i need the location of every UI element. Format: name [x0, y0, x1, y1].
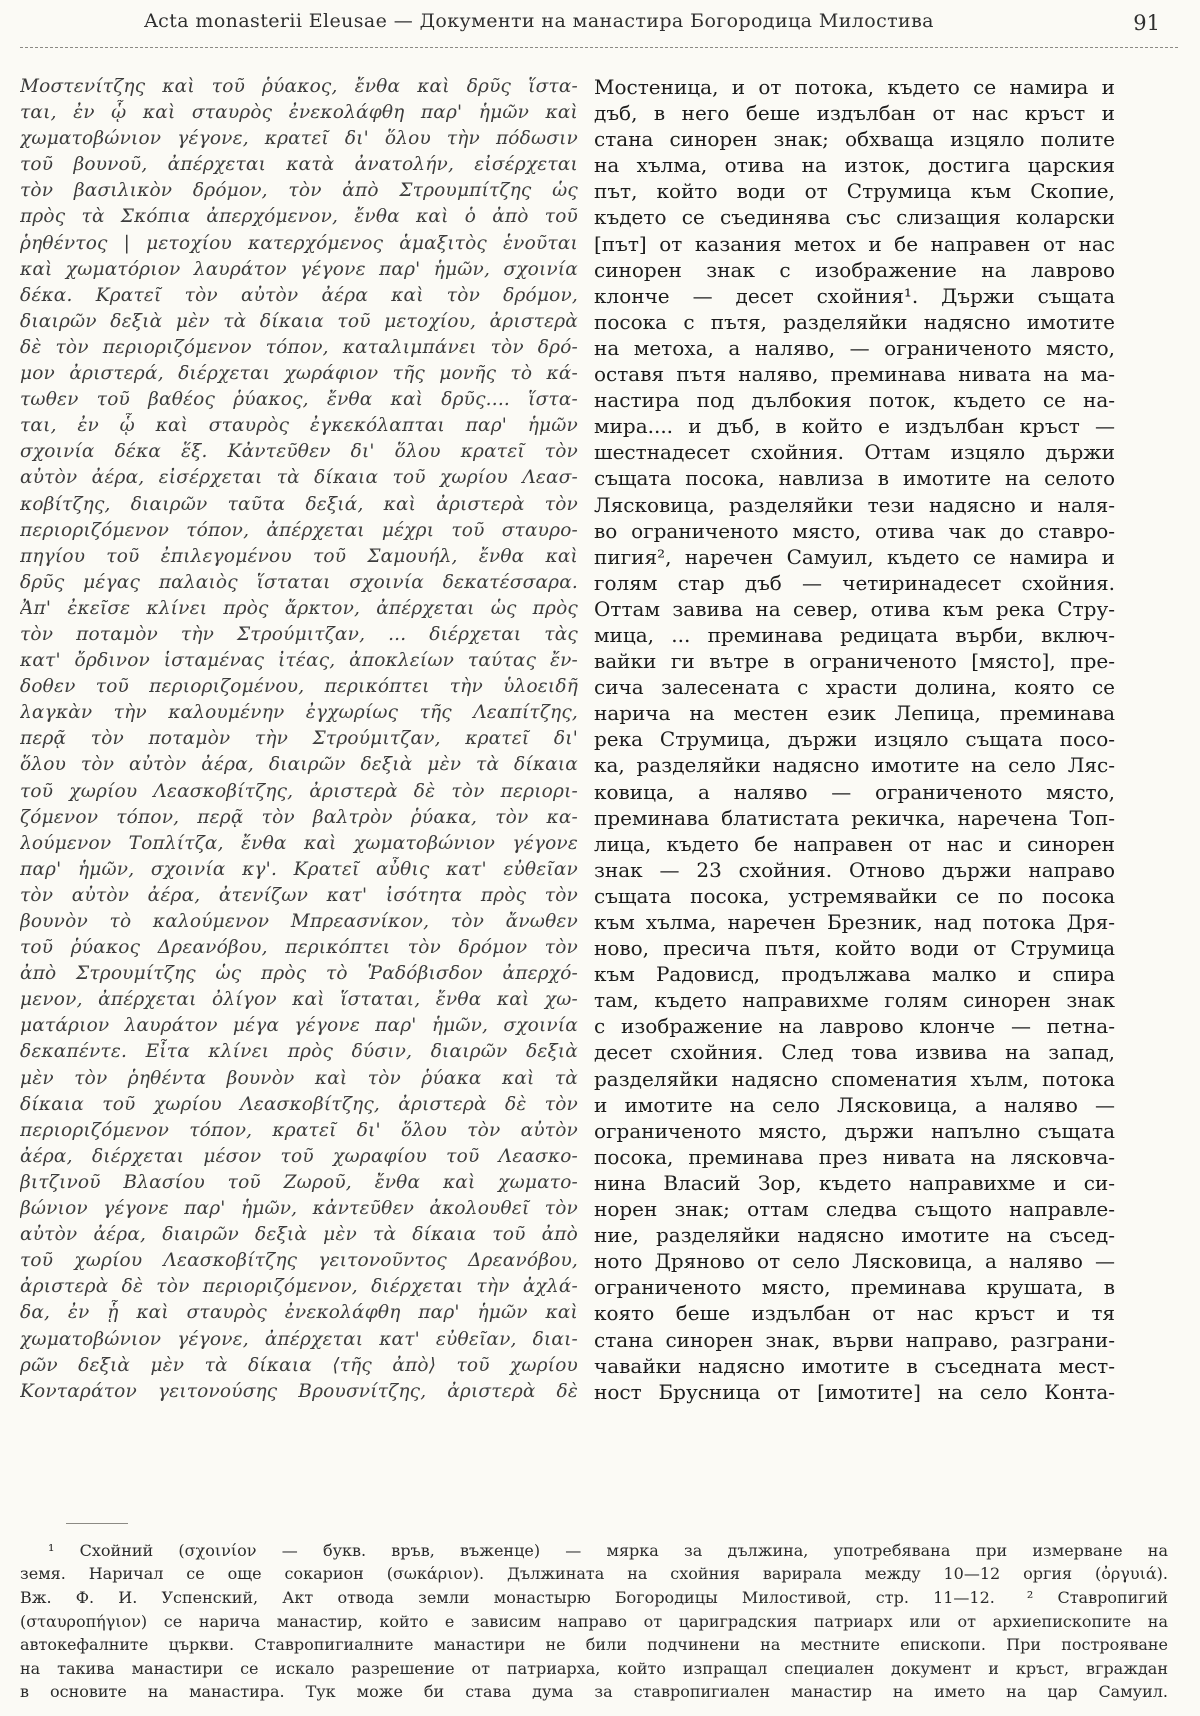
bulgarian-text-line: шестнадесет схойния. Оттам изцяло държи — [594, 440, 1115, 465]
bulgarian-text-line: там, където направихме голям синорен знак — [594, 988, 1115, 1013]
greek-text-line: παρ' ἡμῶν, σχοινία κγ'. Κρατεῖ αὖθις κατ' εὐθεῖαν — [20, 858, 578, 880]
bulgarian-text-line: ност Брусница от [имотите] на село Конта- — [594, 1379, 1115, 1404]
greek-text-line: κοβίτζης, διαιρῶν ταῦτα δεξιά, καὶ ἀριστερὰ τὸν — [20, 493, 578, 515]
bulgarian-text-line: дъб, в него беше издълбан от нас кръст и — [594, 101, 1115, 126]
greek-text-line: χωματοβώνιον γέγονε, ἀπέρχεται κατ' εὐθεῖαν, διαι- — [20, 1328, 578, 1350]
footnote-line: автокефалните църкви. Ставропигиалните манастири не били подчинени на местните епископи. При построяване — [20, 1635, 1168, 1655]
header-rule — [20, 47, 1178, 48]
greek-text-line: ται, ἐν ᾧ καὶ σταυρὸς ἐνεκολάφθη παρ' ἡμῶν καὶ — [20, 102, 578, 124]
greek-text-line: ρῶν δεξιὰ μὲν τὰ δίκαια ⟨τῆς ἀπὸ⟩ τοῦ χωρίου — [20, 1354, 578, 1376]
bulgarian-text-line: лица, където бе направен от нас и синорен — [594, 831, 1115, 856]
greek-text-line: ῥηθέντος | μετοχίου κατερχόμενος ἁμαξιτὸς ἑνοῦται — [20, 232, 578, 254]
bulgarian-text-line: настира под дълбокия поток, където се на- — [594, 388, 1115, 413]
bulgarian-text-line: вайки ги вътре в ограниченото [място], пре- — [594, 649, 1115, 674]
bulgarian-text-line: ограниченото място, държи напълно същата — [594, 1118, 1115, 1143]
bulgarian-text-line: ние, разделяйки надясно имотите на съсед- — [594, 1223, 1115, 1248]
bulgarian-text-line: стана синорен знак; обхваща изцяло полите — [594, 127, 1115, 152]
footnote-line: Вж. Ф. И. Успенский, Акт отвода земли монастырю Богородицы Милостивой, стр. 11—12. ² Ставропигий — [20, 1587, 1168, 1607]
bulgarian-text-line: път, който води от Струмица към Скопие, — [594, 179, 1115, 204]
bulgarian-text-line: клонче — десет схойния¹. Държи същата — [594, 283, 1115, 308]
bulgarian-text-line: чавайки надясно имотите в съседната мест- — [594, 1353, 1115, 1378]
bulgarian-text-line: сича залесената с храсти долина, която се — [594, 675, 1115, 700]
bulgarian-text-line: мира.... и дъб, в който е издълбан кръст — — [594, 414, 1115, 439]
greek-text-line: κατ' ὄρδινον ἱσταμένας ἰτέας, ἀποκλείων ταύτας ἔν- — [20, 650, 578, 672]
greek-text-line: δεκαπέντε. Εἶτα κλίνει πρὸς δύσιν, διαιρῶν δεξιὰ — [20, 1041, 578, 1063]
bulgarian-text-line: знак — 23 схойния. Отново държи направо — [594, 857, 1115, 882]
greek-text-line: πηγίου τοῦ ἐπιλεγομένου τοῦ Σαμουήλ, ἔνθα καὶ — [20, 545, 578, 567]
greek-text-line: ὅλου τὸν αὐτὸν ἀέρα, διαιρῶν δεξιὰ μὲν τὰ δίκαια — [20, 754, 578, 776]
bulgarian-text-line: река Струмица, държи изцяло същата посо- — [594, 727, 1115, 752]
bulgarian-text-line: ограниченото място, преминава крушата, в — [594, 1275, 1115, 1300]
greek-text-line: τὸν βασιλικὸν δρόμον, τὸν ἀπὸ Στρουμπίτζης ὡς — [20, 180, 578, 202]
greek-text-line: ματάριον λαυράτον μέγα γέγονε παρ' ἡμῶν, σχοινία — [20, 1015, 578, 1037]
bulgarian-text-line: ка, разделяйки надясно имотите на село Ляс- — [594, 753, 1115, 778]
bulgarian-text-line: същата посока, устремявайки се по посока — [594, 883, 1115, 908]
bulgarian-text-line: во ограниченото място, отива чак до ставро- — [594, 518, 1115, 543]
bulgarian-text-line: посока с пътя, разделяйки надясно имотите — [594, 309, 1115, 334]
bulgarian-text-line: към Радовисд, продължава малко и спира — [594, 962, 1115, 987]
greek-text-line: μὲν τὸν ῥηθέντα βουνὸν καὶ τὸν ῥύακα καὶ τὰ — [20, 1067, 578, 1089]
greek-text-line: καὶ χωματόριον λαυράτον γέγονε παρ' ἡμῶν, σχοινία — [20, 258, 578, 280]
greek-text-line: τωθεν τοῦ βαθέος ῥύακος, ἔνθα καὶ δρῦς.... ἵστα- — [20, 389, 578, 411]
bulgarian-text-line: на метоха, а наляво, — ограниченото място, — [594, 335, 1115, 360]
greek-text-line: ἀριστερὰ δὲ τὸν περιοριζόμενον, διέρχεται τὴν ἀχλά- — [20, 1276, 578, 1298]
bulgarian-text-line: нина Власий Зор, където направихме и си- — [594, 1170, 1115, 1195]
greek-text-line: λούμενον Τοπλίτζα, ἔνθα καὶ χωματοβώνιον γέγονε — [20, 832, 578, 854]
greek-text-line: Μοστενίτζης καὶ τοῦ ῥύακος, ἔνθα καὶ δρῦς ἵστα- — [20, 76, 578, 97]
greek-text-line: λαγκὰν τὴν καλουμένην ἐγχωρίως τῆς Λεαπίτζης, — [20, 702, 578, 724]
greek-text-line: τοῦ χωρίου Λεασκοβίτζης, ἀριστερὰ δὲ τὸν περιορι- — [20, 780, 578, 802]
bulgarian-text-line: Лясковица, разделяйки тези надясно и наля- — [594, 492, 1115, 517]
bulgarian-text-line: мица, ... преминава редицата върби, включ- — [594, 622, 1115, 647]
greek-text-line: μενον, ἀπέρχεται ὀλίγον καὶ ἵσταται, ἔνθα καὶ χω- — [20, 989, 578, 1011]
bulgarian-text-column — [594, 74, 1115, 1405]
bulgarian-text-line: ново, пресича пътя, който води от Струмица — [594, 936, 1115, 961]
bulgarian-text-line: преминава блатистата рекичка, наречена Топ- — [594, 805, 1115, 830]
greek-text-line: δέκα. Κρατεῖ τὸν αὐτὸν ἀέρα καὶ τὸν δρόμον, — [20, 284, 578, 306]
page-title: Acta monasterii Eleusae — Документи на манастира Богородица Милостива — [144, 10, 934, 32]
greek-text-line: Ἀπ' ἐκεῖσε κλίνει πρὸς ἄρκτον, ἀπέρχεται ὡς πρὸς — [20, 597, 578, 619]
footnote-line: на такива манастири се искало разрешение от патриарха, който изпращал специален документ и кръст, вграждан — [20, 1658, 1168, 1678]
greek-text-line: χωματοβώνιον γέγονε, κρατεῖ δι' ὅλου τὴν πόδωσιν — [20, 128, 578, 150]
bulgarian-text-line: норен знак; оттам следва същото направле- — [594, 1197, 1115, 1222]
greek-text-line: δὲ τὸν περιοριζόμενον τόπον, καταλιμπάνει τὸν δρό- — [20, 336, 578, 358]
bulgarian-text-line: на хълма, отива на изток, достига царския — [594, 153, 1115, 178]
bulgarian-text-line: която беше издълбан от нас кръст и тя — [594, 1301, 1115, 1326]
bulgarian-text-line: [път] от казания метох и бе направен от нас — [594, 231, 1115, 256]
greek-text-line: τοῦ ῥύακος Δρεανόβου, περικόπτει τὸν δρόμον τὸν — [20, 937, 578, 959]
greek-text-line: μον ἀριστερά, διέρχεται χωράφιον τῆς μονῆς τὸ κά- — [20, 363, 578, 385]
bulgarian-text-line: и имотите на село Лясковица, а наляво — — [594, 1092, 1115, 1117]
greek-text-line: πρὸς τὰ Σκόπια ἀπερχόμενον, ἔνθα καὶ ὁ ἀπὸ τοῦ — [20, 206, 578, 228]
footnote-line: в основите на манастира. Тук може би става дума за ставропигиален манастир на името на цар Самуил. — [20, 1682, 1168, 1702]
greek-text-line: δρῦς μέγας παλαιὸς ἵσταται σχοινία δεκατέσσαρα. — [20, 571, 578, 593]
greek-text-line: τοῦ βουνοῦ, ἀπέρχεται κατὰ ἀνατολήν, εἰσέρχεται — [20, 154, 578, 176]
footnote-line: земя. Наричал се още сокарион (σωκάριον). Дължината на схойния варирала между 10—12 оргия (ὀργυιά). — [20, 1564, 1168, 1584]
greek-text-line: διαιρῶν δεξιὰ μὲν τὰ δίκαια τοῦ μετοχίου, ἀριστερὰ — [20, 310, 578, 332]
greek-text-line: δίκαια τοῦ χωρίου Λεασκοβίτζης, ἀριστερὰ δὲ τὸν — [20, 1093, 578, 1115]
greek-text-line: αὐτὸν ἀέρα, εἰσέρχεται τὰ δίκαια τοῦ χωρίου Λεασ- — [20, 467, 578, 489]
greek-text-line: περιοριζόμενον τόπον, ἀπέρχεται μέχρι τοῦ σταυρο- — [20, 519, 578, 541]
greek-text-line: περᾷ τὸν ποταμὸν τὴν Στρούμιτζαν, κρατεῖ δι' — [20, 728, 578, 750]
greek-text-line: δα, ἐν ᾗ καὶ σταυρὸς ἐνεκολάφθη παρ' ἡμῶν καὶ — [20, 1302, 578, 1324]
greek-text-line: τοῦ χωρίου Λεασκοβίτζης γειτονοῦντος Δρεανόβου, — [20, 1250, 578, 1272]
bulgarian-text-line: с изображение на лаврово клонче — петна- — [594, 1014, 1115, 1039]
greek-text-line: ἀέρα, διέρχεται μέσον τοῦ χωραφίου τοῦ Λεασκο- — [20, 1145, 578, 1167]
footnote-separator — [66, 1523, 128, 1524]
greek-text-line: ται, ἐν ᾧ καὶ σταυρὸς ἐγκεκόλαπται παρ' ἡμῶν — [20, 415, 578, 437]
greek-text-line: αὐτὸν ἀέρα, διαιρῶν δεξιὰ μὲν τὰ δίκαια τοῦ ἀπὸ — [20, 1224, 578, 1246]
bulgarian-text-line: същата посока, навлиза в имотите на селото — [594, 466, 1115, 491]
bulgarian-text-line: пигия², наречен Самуил, където се намира и — [594, 544, 1115, 569]
bulgarian-text-line: оставя пътя наляво, преминава нивата на ма- — [594, 362, 1115, 387]
bulgarian-text-line: разделяйки надясно споменатия хълм, потока — [594, 1066, 1115, 1091]
greek-text-line: βουνὸν τὸ καλούμενον Μπρεασνίκον, τὸν ἄνωθεν — [20, 911, 578, 932]
footnote-line: ¹ Схойний (σχοινίον — букв. връв, въженце) — мярка за дължина, употребявана при измерване на — [48, 1540, 1168, 1560]
greek-text-line: τὸν ποταμὸν τὴν Στρούμιτζαν, ... διέρχεται τὰς — [20, 623, 578, 645]
greek-text-line: τὸν αὐτὸν ἀέρα, ἀτενίζων κατ' ἰσότητα πρὸς τὸν — [20, 884, 578, 906]
page-number: 91 — [1133, 11, 1160, 35]
bulgarian-text-line: нарича на местен език Лепица, преминава — [594, 701, 1115, 726]
bulgarian-text-line: където се съединява със слизащия коларски — [594, 205, 1115, 230]
greek-text-line: Κονταράτον γειτονούσης Βρουσνίτζης, ἀριστερὰ δὲ — [20, 1380, 578, 1402]
bulgarian-text-line: посока, преминава през нивата на лясковча- — [594, 1144, 1115, 1169]
footnotes-block — [20, 1539, 1168, 1704]
greek-text-column — [20, 74, 578, 1405]
bulgarian-text-line: Оттам завива на север, отива към река Стру- — [594, 596, 1115, 621]
bulgarian-text-line: синорен знак с изображение на лаврово — [594, 257, 1115, 282]
bulgarian-text-line: десет схойния. След това извива на запад, — [594, 1040, 1115, 1065]
footnote-line: (σταυροπήγιον) се нарича манастир, който е зависим направо от цариградския патриарх или от архиепископите на — [20, 1611, 1168, 1631]
bulgarian-text-line: ното Дряново от село Лясковица, а наляво — — [594, 1249, 1115, 1274]
greek-text-line: ἀπὸ Στρουμίτζης ὡς πρὸς τὸ Ῥαδόβισδον ἀπερχό- — [20, 963, 578, 985]
running-head — [20, 10, 1178, 38]
greek-text-line: δοθεν τοῦ περιοριζομένου, περικόπτει τὴν ὑλοειδῆ — [20, 676, 578, 698]
greek-text-line: σχοινία δέκα ἕξ. Κἀντεῦθεν δι' ὅλου κρατεῖ τὸν — [20, 441, 578, 463]
greek-text-line: ζόμενον τόπον, περᾷ τὸν βαλτρὸν ῥύακα, τὸν κα- — [20, 806, 578, 828]
greek-text-line: βώνιον γέγονε παρ' ἡμῶν, κἀντεῦθεν ἀκολουθεῖ τὸν — [20, 1198, 578, 1220]
greek-text-line: βιτζινοῦ Βλασίου τοῦ Ζωροῦ, ἔνθα καὶ χωματο- — [20, 1171, 578, 1193]
bulgarian-text-line: към хълма, наречен Брезник, над потока Дря- — [594, 910, 1115, 934]
greek-text-line: περιοριζόμενον τόπον, κρατεῖ δι' ὅλου τὸν αὐτὸν — [20, 1119, 578, 1141]
bulgarian-text-line: голям стар дъб — четиринадесет схойния. — [594, 570, 1115, 595]
text-columns — [20, 74, 1178, 1405]
bulgarian-text-line: ковица, а наляво — ограниченото място, — [594, 779, 1115, 804]
bulgarian-text-line: стана синорен знак, върви направо, разграни- — [594, 1327, 1115, 1352]
bulgarian-text-line: Мостеница, и от потока, където се намира и — [594, 75, 1115, 99]
